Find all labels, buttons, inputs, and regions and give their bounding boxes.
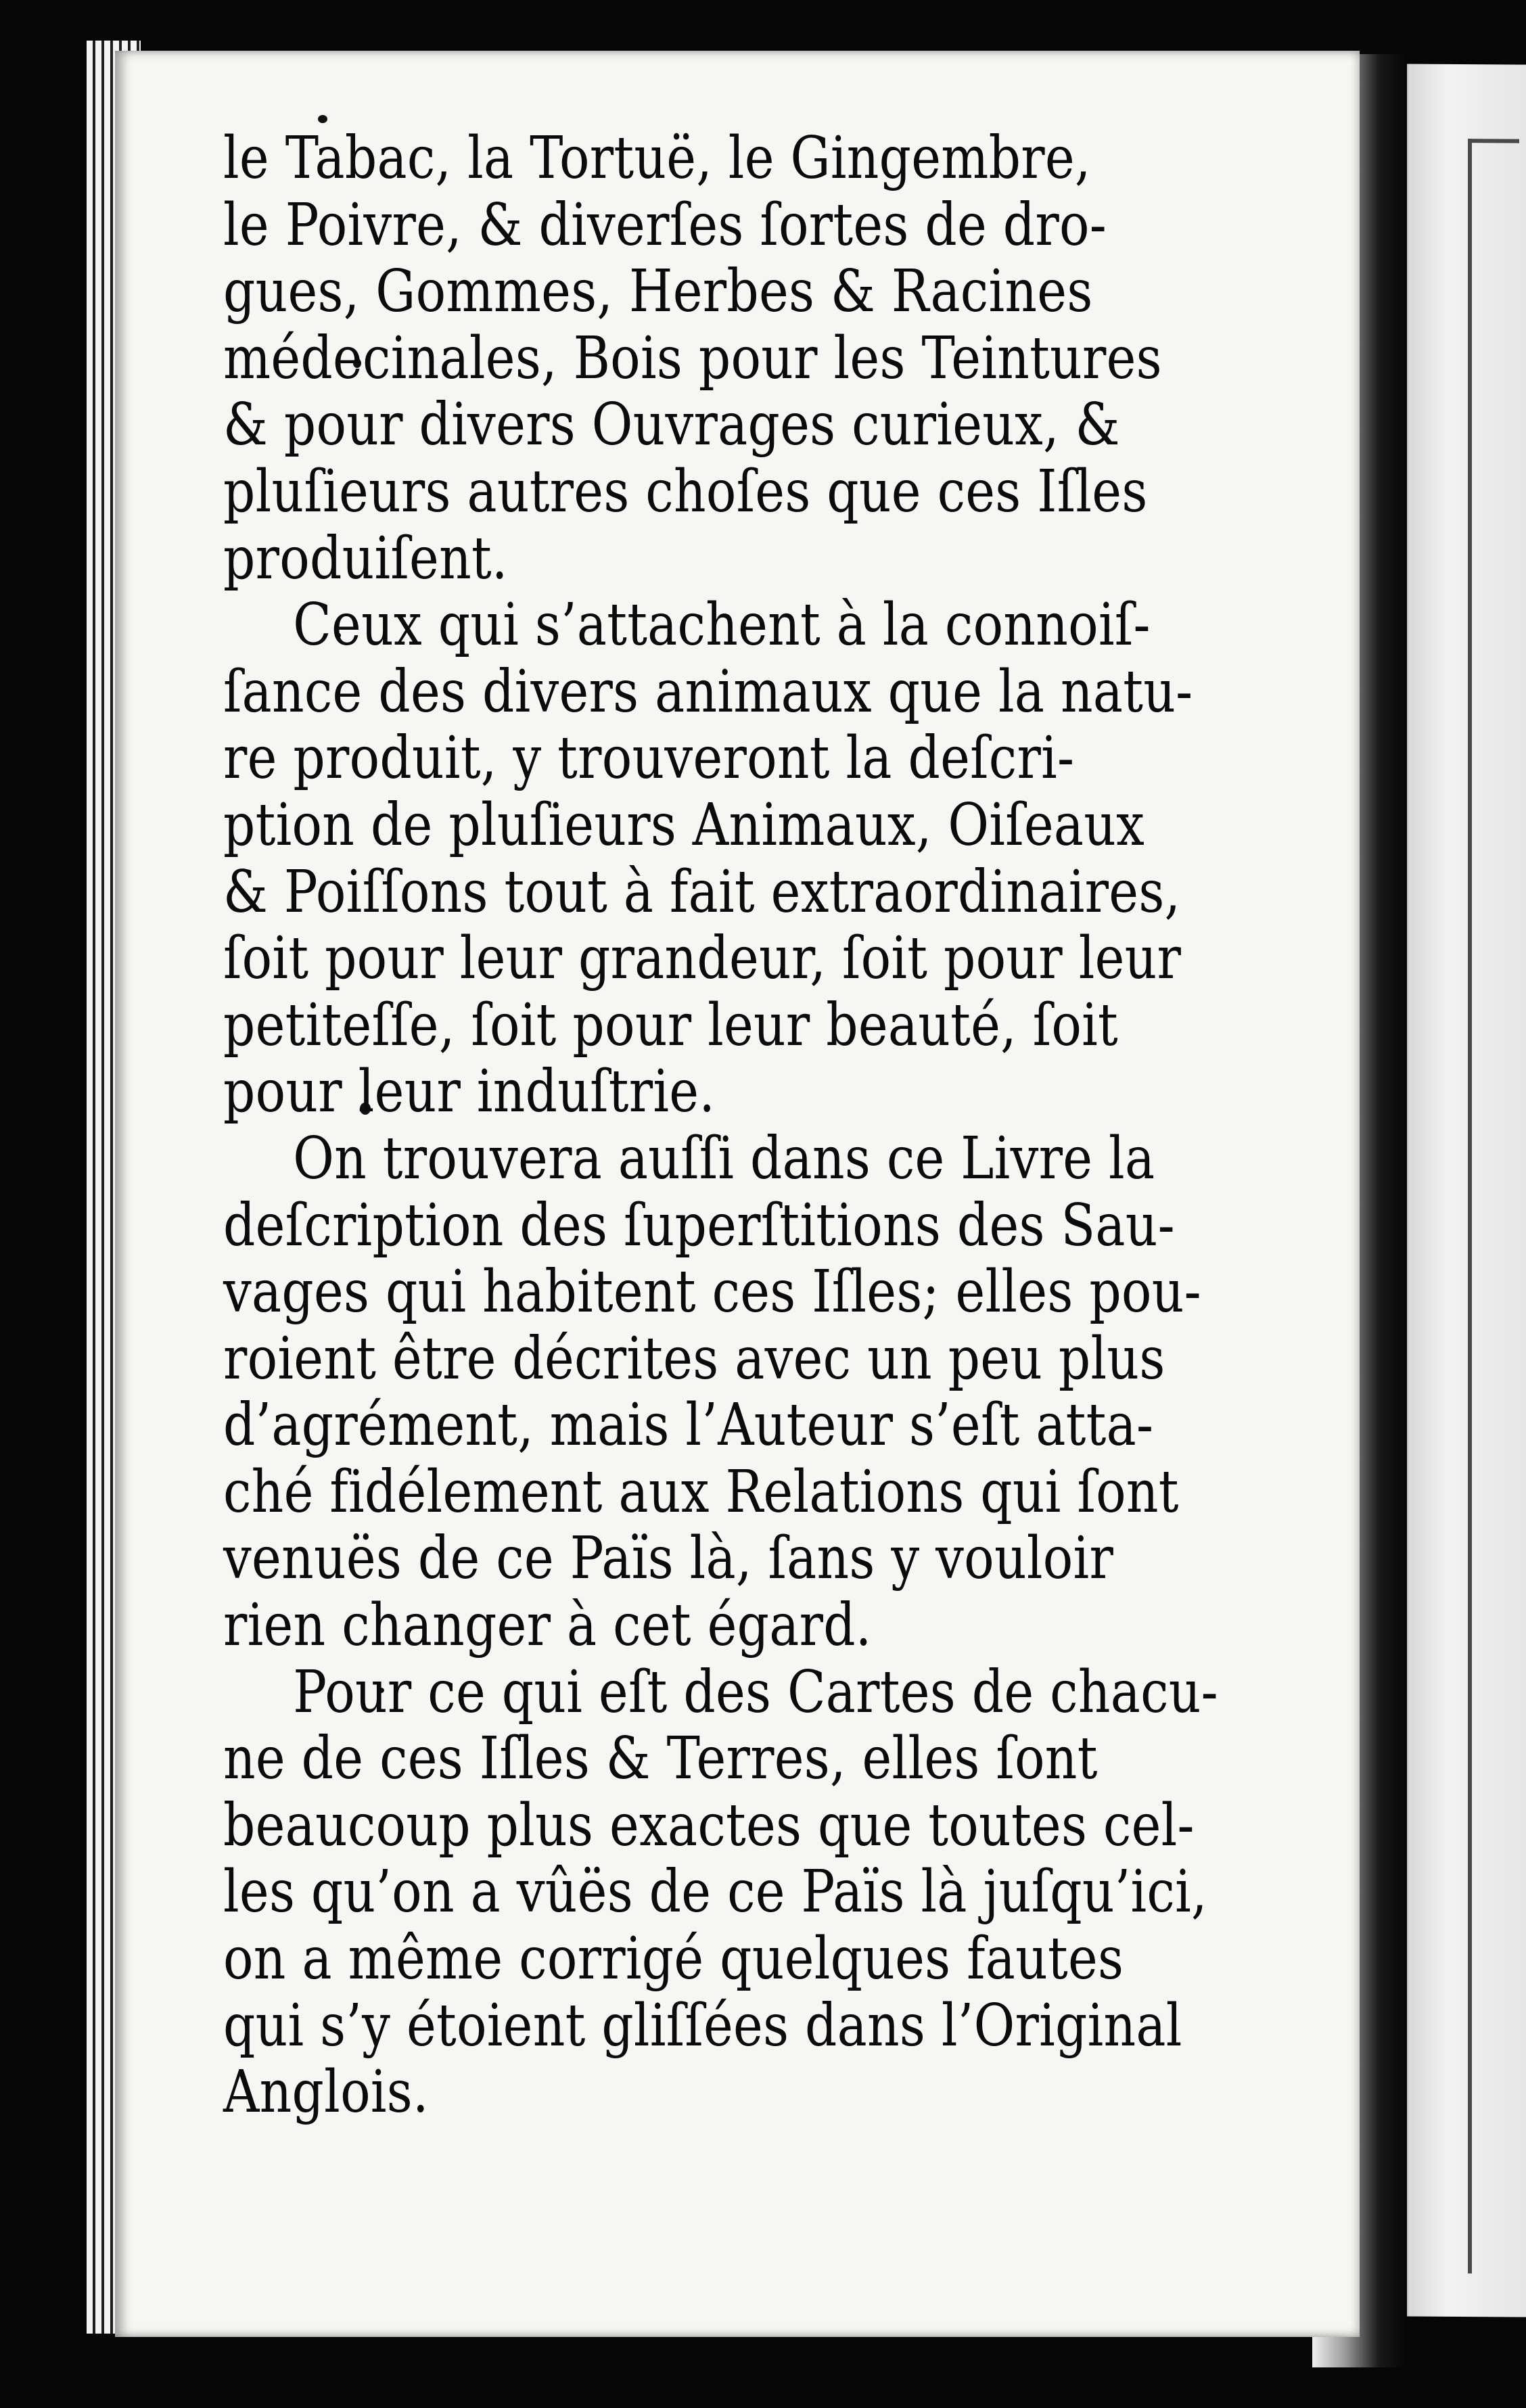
paragraph-3 <box>223 1124 1201 1660</box>
text-line: médecinales, Bois pour les Teintures <box>223 324 1162 392</box>
text-line: beaucoup plus exactes que toutes cel- <box>223 1791 1195 1859</box>
text-line: on a même corrigé quelques fautes <box>223 1925 1124 1993</box>
text-line: pluſieurs autres choſes que ces Iſles <box>223 457 1148 526</box>
text-line: le Tabac, la Tortuë, le Gingembre, <box>223 124 1091 192</box>
text-line: & Poiſſons tout à fait extraordinaires, <box>223 858 1181 926</box>
text-line: petiteſſe, ſoit pour leur beauté, ſoit <box>223 991 1119 1059</box>
facing-page-edge <box>1393 64 1526 2317</box>
text-line: Pour ce qui eſt des Cartes de chacu- <box>293 1658 1218 1726</box>
paragraph-1 <box>223 125 1183 592</box>
text-line: Anglois. <box>223 2058 429 2127</box>
text-line: ption de pluſieurs Animaux, Oiſeaux <box>223 791 1145 859</box>
paragraph-2 <box>223 591 1193 1126</box>
text-line: Ceux qui s’attachent à la connoiſ- <box>293 591 1151 659</box>
text-line: ne de ces Iſles & Terres, elles ſont <box>223 1725 1098 1793</box>
text-line: On trouvera auſſi dans ce Livre la <box>293 1124 1155 1193</box>
text-line: deſcription des ſuperſtitions des Sau- <box>223 1191 1175 1259</box>
facing-page-border <box>1468 139 1519 2274</box>
print-speck <box>318 115 327 123</box>
text-line: rien changer à cet égard. <box>223 1592 872 1660</box>
text-line: qui s’y étoient gliſſées dans l’Original <box>223 1991 1182 2060</box>
text-line: produiſent. <box>223 524 508 593</box>
text-line: roient être décrites avec un peu plus <box>223 1324 1165 1393</box>
text-line: venuës de ce Païs là, ſans y vouloir <box>223 1525 1114 1593</box>
text-line: gues, Gommes, Herbes & Racines <box>223 258 1093 326</box>
text-line: & pour divers Ouvrages curieux, & <box>223 391 1120 459</box>
text-line: re produit, y trouveront la deſcri- <box>223 724 1075 793</box>
text-line: ché fidélement aux Relations qui ſont <box>223 1458 1179 1526</box>
text-line: ſoit pour leur grandeur, ſoit pour leur <box>223 925 1182 993</box>
page-text <box>223 124 1218 2127</box>
text-line: vages qui habitent ces Iſles; elles pou- <box>223 1258 1201 1326</box>
text-line: ſance des divers animaux que la natu- <box>223 657 1193 726</box>
text-line: le Poivre, & diverſes ſortes de dro- <box>223 191 1107 259</box>
text-line: d’agrément, mais l’Auteur s’eſt atta- <box>223 1391 1154 1460</box>
text-line: pour leur induſtrie. <box>223 1058 716 1126</box>
text-line: les qu’on a vûës de ce Païs là juſqu’ici, <box>223 1858 1207 1926</box>
paragraph-4 <box>223 1658 1218 2127</box>
